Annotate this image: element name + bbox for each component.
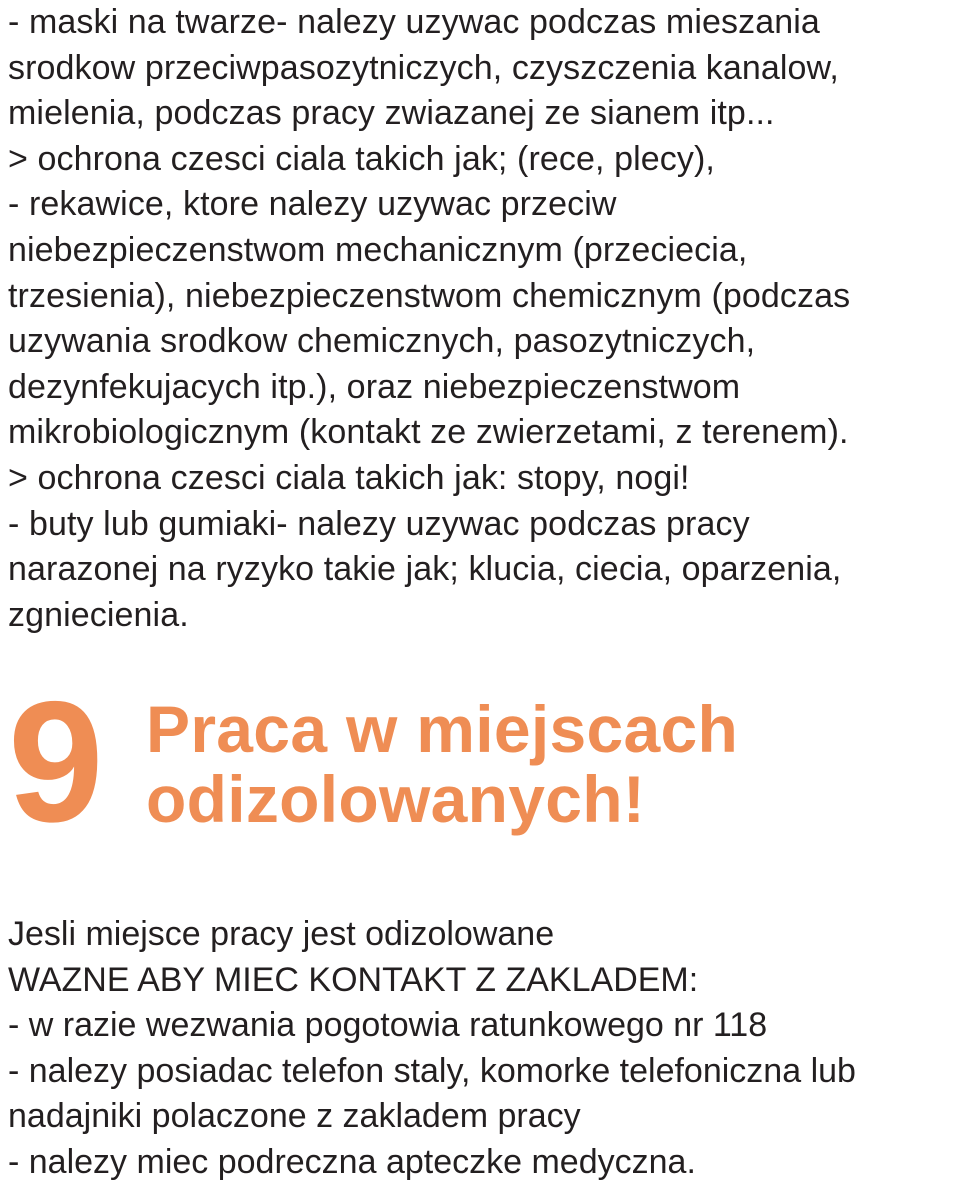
text-line: - maski na twarze- nalezy uzywac podczas mieszania bbox=[8, 3, 820, 41]
text-line: - nalezy posiadac telefon staly, komorke telefoniczna lub bbox=[8, 1051, 856, 1090]
text-line: - buty lub gumiaki- nalezy uzywac podczas pracy bbox=[8, 504, 750, 543]
text-line: > ochrona czesci ciala takich jak: stopy, nogi! bbox=[8, 458, 690, 497]
section-number: 9 bbox=[8, 666, 104, 858]
text-line: - nalezy miec podreczna apteczke medyczna. bbox=[8, 1142, 696, 1181]
isolated-work-text bbox=[8, 912, 958, 1186]
text-line: > ochrona czesci ciala takich jak; (rece, plecy), bbox=[8, 139, 715, 178]
text-line: narazonej na ryzyko takie jak; klucia, ciecia, oparzenia, bbox=[8, 550, 842, 589]
section-heading bbox=[8, 666, 958, 858]
text-line: Jesli miejsce pracy jest odizolowane bbox=[8, 915, 555, 953]
text-line: nadajniki polaczone z zakladem pracy bbox=[8, 1097, 581, 1136]
section-title-line: Praca w miejscach bbox=[146, 692, 739, 766]
text-line: niebezpieczenstwom mechanicznym (przeciecia, bbox=[8, 230, 748, 269]
text-line: srodkow przeciwpasozytniczych, czyszczenia kanalow, bbox=[8, 48, 839, 87]
section-title bbox=[146, 694, 738, 834]
text-line: - rekawice, ktore nalezy uzywac przeciw bbox=[8, 185, 617, 224]
text-line: uzywania srodkow chemicznych, pasozytniczych, bbox=[8, 322, 756, 361]
text-line: - w razie wezwania pogotowia ratunkowego nr 118 bbox=[8, 1006, 768, 1045]
text-line: mielenia, podczas pracy zwiazanej ze sianem itp... bbox=[8, 94, 775, 133]
text-line: trzesienia), niebezpieczenstwom chemicznym (podczas bbox=[8, 276, 851, 315]
protective-equipment-text bbox=[8, 0, 958, 638]
text-line: mikrobiologicznym (kontakt ze zwierzetami, z terenem). bbox=[8, 413, 849, 452]
text-line: dezynfekujacych itp.), oraz niebezpieczenstwom bbox=[8, 367, 741, 406]
section-title-line: odizolowanych! bbox=[146, 762, 646, 836]
text-line: WAZNE ABY MIEC KONTAKT Z ZAKLADEM: bbox=[8, 960, 699, 999]
text-line: zgniecienia. bbox=[8, 595, 189, 634]
